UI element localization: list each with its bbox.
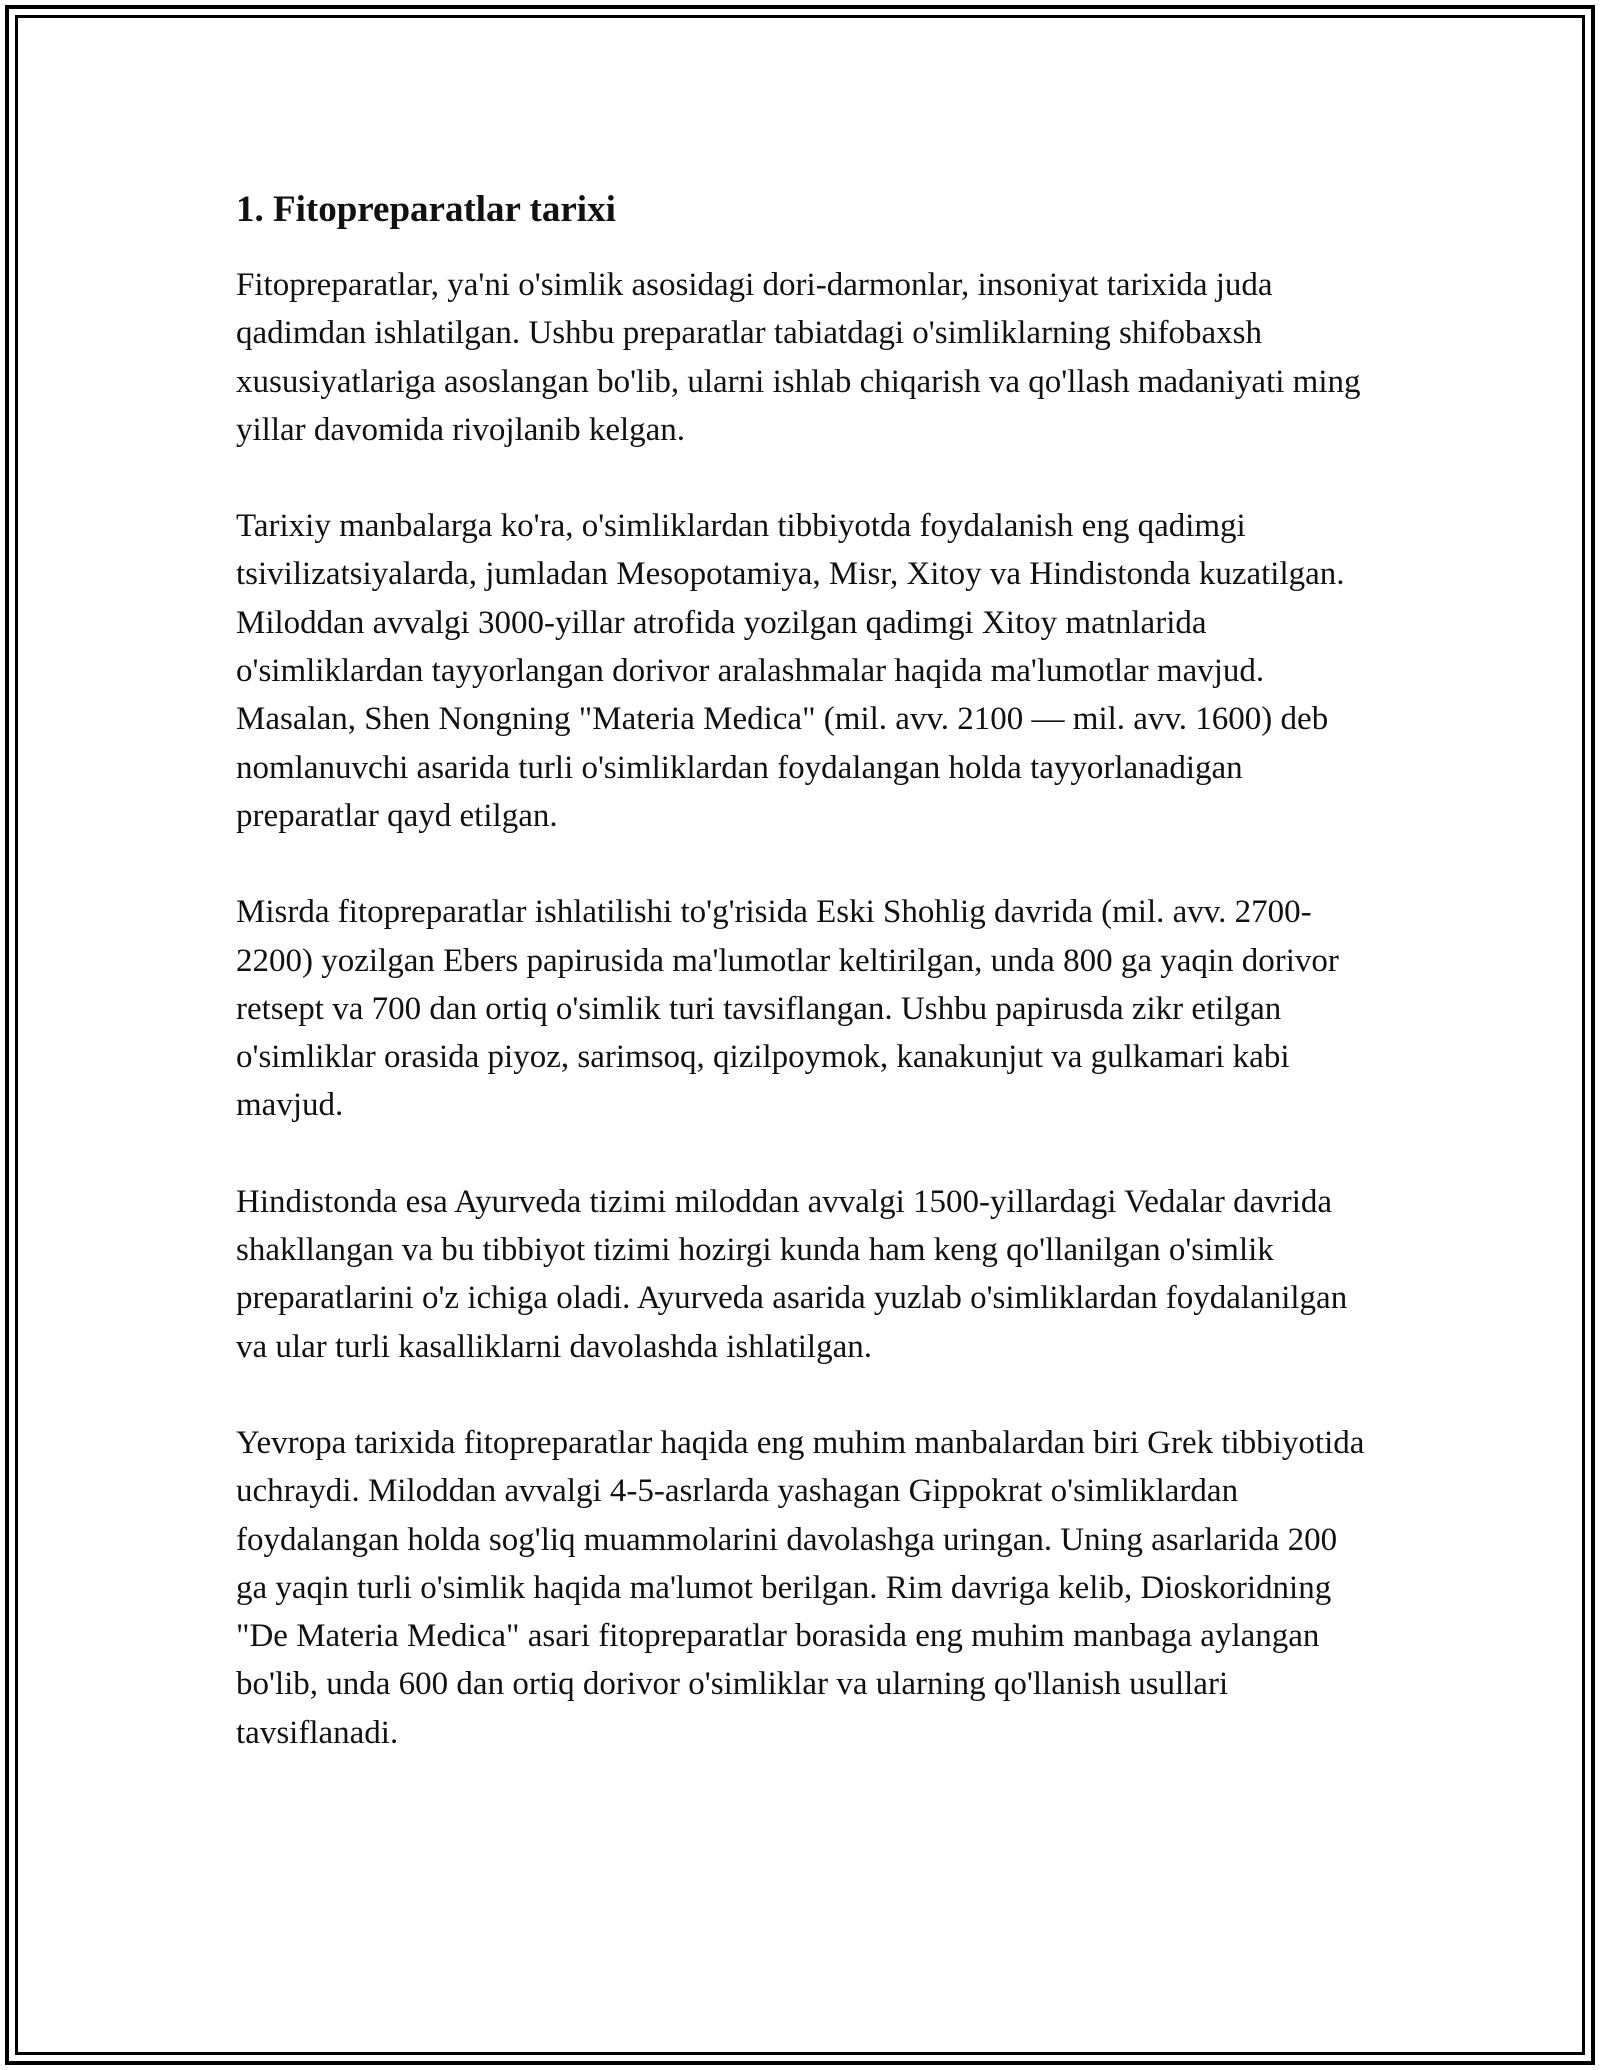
paragraph-europe: Yevropa tarixida fitopreparatlar haqida eng muhim manbalardan biri Grek tibbiyotida uchraydi. Miloddan avvalgi 4-5-asrlarda yashagan Gippokrat o'simliklardan foydalangan holda sog'liq muammolarini davolashga uringan. Uning asarlarida 200 ga yaqin turli o'simlik haqida ma'lumot berilgan. Rim davriga kelib, Dioskoridning "De Materia Medica" asari fitopreparatlar borasida eng muhim manbaga aylangan bo'lib, unda 600 dan ortiq dorivor o'simliklar va ularning qo'llanish usullari tavsiflanadi. — [236, 1424, 1365, 1751]
paragraph-intro: Fitopreparatlar, ya'ni o'simlik asosidagi dori-darmonlar, insoniyat tarixida juda qadimdan ishlatilgan. Ushbu preparatlar tabiatdagi o'simliklarning shifobaxsh xususiyatlariga asoslangan bo'lib, ularni ishlab chiqarish va qo'llash madaniyati ming yillar davomida rivojlanib kelgan. — [236, 267, 1361, 448]
paragraph-egypt: Misrda fitopreparatlar ishlatilishi to'g'risida Eski Shohlig davrida (mil. avv. 2700-2200) yozilgan Ebers papirusida ma'lumotlar keltirilgan, unda 800 ga yaqin dorivor retsept va 700 dan ortiq o'simlik turi tavsiflangan. Ushbu papirusda zikr etilgan o'simliklar orasida piyoz, sarimsoq, qizilpoymok, kanakunjut va gulkamari kabi mavjud. — [236, 894, 1339, 1124]
paragraph-india: Hindistonda esa Ayurveda tizimi miloddan avvalgi 1500-yillardagi Vedalar davrida shakllangan va bu tibbiyot tizimi hozirgi kunda ham keng qo'llanilgan o'simlik preparatlarini o'z ichiga oladi. Ayurveda asarida yuzlab o'simliklardan foydalanilgan va ular turli kasalliklarni davolashda ishlatilgan. — [236, 1183, 1348, 1365]
document-body — [236, 186, 1376, 1805]
section-heading: 1. Fitopreparatlar tarixi — [236, 189, 616, 230]
paragraph-ancient-civilizations: Tarixiy manbalarga ko'ra, o'simliklardan tibbiyotda foydalanish eng qadimgi tsivilizatsiyalarda, jumladan Mesopotamiya, Misr, Xitoy va Hindistonda kuzatilgan. Miloddan avvalgi 3000-yillar atrofida yozilgan qadimgi Xitoy matnlarida o'simliklardan tayyorlangan dorivor aralashmalar haqida ma'lumotlar mavjud. Masalan, Shen Nongning "Materia Medica" (mil. avv. 2100 — mil. avv. 1600) deb nomlanuvchi asarida turli o'simliklardan foydalangan holda tayyorlanadigan preparatlar qayd etilgan. — [236, 508, 1345, 834]
